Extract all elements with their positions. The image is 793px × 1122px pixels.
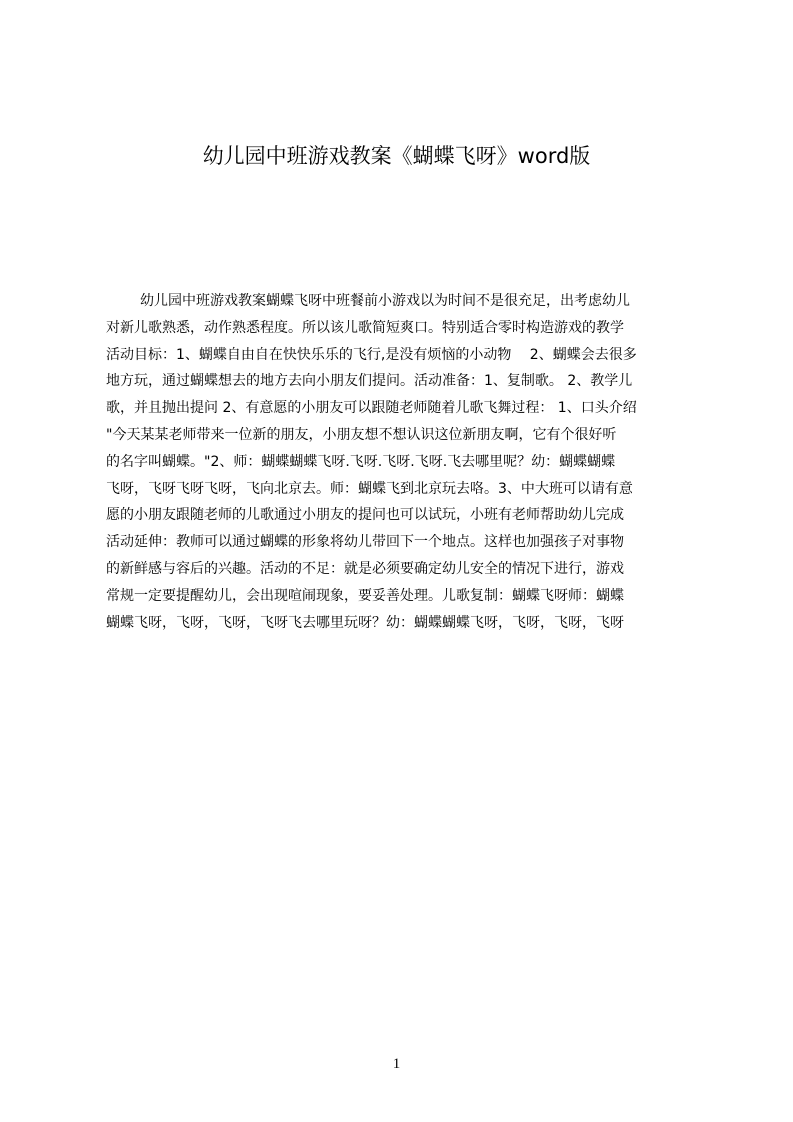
paragraph-line: 对新儿歌熟悉，动作熟悉程度。所以该儿歌简短爽口。特别适合零时构造游戏的教学 xyxy=(106,319,624,336)
document-title: 幼儿园中班游戏教案《蝴蝶飞呀》word版 xyxy=(202,144,591,168)
paragraph-line: "今天某某老师带来一位新的朋友，小朋友想不想认识这位新朋友啊，它有个很好听 xyxy=(106,426,617,443)
paragraph-line: 愿的小朋友跟随老师的儿歌通过小朋友的提问也可以试玩，小班有老师帮助幼儿完成 xyxy=(106,507,624,524)
paragraph-line: 常规一定要提醒幼儿，会出现喧闹现象，要妥善处理。儿歌复制：蝴蝶飞呀师：蝴蝶 xyxy=(106,587,624,604)
paragraph-line: 地方玩，通过蝴蝶想去的地方去向小朋友们提问。活动准备：1、复制歌。 2、教学儿 xyxy=(106,373,633,390)
paragraph-line: 蝴蝶飞呀，飞呀，飞呀，飞呀飞去哪里玩呀？幼：蝴蝶蝴蝶飞呀，飞呀，飞呀，飞呀 xyxy=(106,614,624,631)
page-number: 1 xyxy=(392,1056,401,1072)
paragraph-line: 活动延伸：教师可以通过蝴蝶的形象将幼儿带回下一个地点。这样也加强孩子对事物 xyxy=(106,534,624,551)
body-paragraph xyxy=(106,288,698,636)
paragraph-line: 飞呀，飞呀飞呀飞呀，飞向北京去。师：蝴蝶飞到北京玩去咯。3、中大班可以请有意 xyxy=(106,480,633,497)
paragraph-line: 幼儿园中班游戏教案蝴蝶飞呀中班餐前小游戏以为时间不是很充足，出考虑幼儿 xyxy=(140,293,630,309)
paragraph-line: 活动目标：1、蝴蝶自由自在快快乐乐的飞行,是没有烦恼的小动物 2、蝴蝶会去很多 xyxy=(106,346,637,363)
paragraph-line: 的新鲜感与容后的兴趣。活动的不足：就是必须要确定幼儿安全的情况下进行，游戏 xyxy=(106,560,624,577)
paragraph-line: 的名字叫蝴蝶。"2、师：蝴蝶蝴蝶飞呀.飞呀.飞呀.飞呀.飞去哪里呢？幼：蝴蝶蝴蝶 xyxy=(106,453,616,470)
paragraph-line: 歌，并且抛出提问 2、有意愿的小朋友可以跟随老师随着儿歌飞舞过程： 1、口头介绍 xyxy=(106,400,637,417)
